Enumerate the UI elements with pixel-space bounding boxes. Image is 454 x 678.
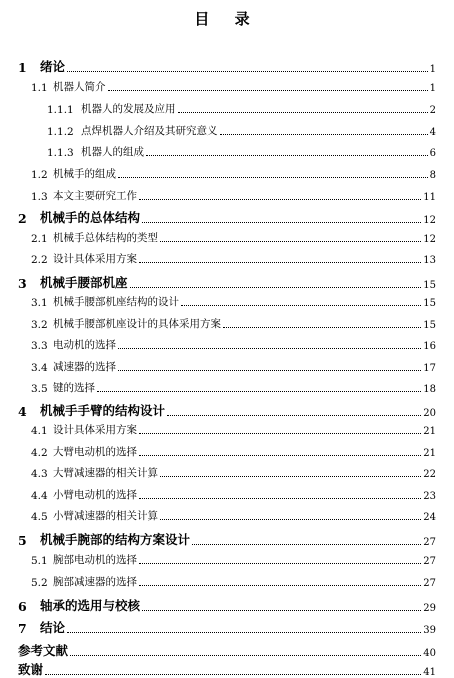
toc-entry[interactable] [47,123,436,138]
toc-entry[interactable] [31,422,436,437]
dot-leader [139,433,421,434]
toc-entry-number: 3.3 [31,340,48,352]
dot-leader [139,498,421,499]
toc-entry[interactable] [31,166,436,181]
toc-entry-page-number: 15 [423,298,436,309]
toc-entry-number: 3.5 [31,383,48,395]
toc-entry-number: 3.1 [31,297,48,309]
toc-entry[interactable] [47,144,436,159]
toc-entry-label: 机器人的组成 [81,146,144,158]
toc-entry-number: 4 [18,404,27,419]
dot-leader [118,177,428,178]
toc-entry-page-number: 27 [423,578,436,589]
toc-entry-page-number: 27 [423,537,436,548]
toc-entry-number: 3 [18,276,27,291]
toc-entry-page-number: 21 [423,426,436,437]
toc-entry-label: 设计具体采用方案 [53,253,137,265]
toc-entry[interactable] [18,401,436,419]
toc-entry-label: 机械手腰部机座结构的设计 [53,296,179,308]
toc-entry-page-number: 39 [423,625,436,636]
toc-entry-page-number: 15 [423,280,436,291]
toc-entry[interactable] [47,101,436,116]
page-title: 目 录 [194,10,260,28]
toc-entry-label: 大臂电动机的选择 [53,446,137,458]
toc-entry-label: 小臂减速器的相关计算 [53,510,158,522]
toc-entry-label: 本文主要研究工作 [53,190,137,202]
toc-entry-page-number: 16 [423,341,436,352]
dot-leader [160,519,421,520]
toc-entry[interactable] [31,508,436,523]
toc-entry-label: 机械手腰部机座 [40,275,128,290]
toc-entry-number: 1 [18,60,27,75]
toc-entry-number: 4.5 [31,511,48,523]
dot-leader [67,632,421,633]
toc-entry[interactable] [31,188,436,203]
toc-entry-label: 腕部电动机的选择 [53,554,137,566]
toc-entry-page-number: 20 [423,408,436,419]
toc-entry[interactable] [31,359,436,374]
toc-entry-page-number: 12 [423,215,436,226]
toc-entry[interactable] [18,530,436,548]
toc-entry-label: 机械手的组成 [53,168,116,180]
dot-leader [130,287,422,288]
toc-entry[interactable] [18,596,436,614]
toc-entry-label: 腕部减速器的选择 [53,576,137,588]
dot-leader [118,370,421,371]
toc-entry-label: 机器人的发展及应用 [81,103,176,115]
dot-leader [139,199,421,200]
toc-entry-number: 2.2 [31,254,48,266]
toc-entry-label: 机械手腰部机座设计的具体采用方案 [53,318,221,330]
toc-entry-label: 结论 [40,620,66,635]
toc-entry-number: 3.4 [31,362,48,374]
toc-entry-number: 1.1 [31,82,48,94]
toc-entry-label: 机械手手臂的结构设计 [40,403,166,418]
toc-entry-label: 机械手总体结构的类型 [53,232,158,244]
toc-entry-page-number: 29 [423,603,436,614]
toc-entry[interactable] [18,641,436,659]
toc-entry-number: 7 [18,621,27,636]
toc-entry-label: 机械手的总体结构 [40,210,141,225]
toc-entry[interactable] [31,230,436,245]
toc-entry-page-number: 4 [429,127,436,138]
dot-leader [70,655,421,656]
toc-entry-page-number: 24 [423,512,436,523]
dot-leader [178,112,428,113]
toc-entry-number: 1.2 [31,169,48,181]
toc-entry-label: 设计具体采用方案 [53,424,137,436]
toc-entry-label: 键的选择 [53,382,95,394]
toc-entry-number: 1.3 [31,191,48,203]
dot-leader [139,563,421,564]
toc-entry[interactable] [31,552,436,567]
dot-leader [142,222,421,223]
toc-entry-number: 3.2 [31,319,48,331]
toc-entry-number: 5 [18,533,27,548]
toc-entry-label: 参考文献 [18,643,69,658]
dot-leader [146,155,428,156]
toc-entry-page-number: 1 [429,83,436,94]
toc-entry-number: 5.2 [31,577,48,589]
toc-entry-page-number: 15 [423,320,436,331]
toc-entry-label: 减速器的选择 [53,361,116,373]
toc-entry-label: 致谢 [18,662,44,677]
dot-leader [142,610,421,611]
dot-leader [220,134,428,135]
toc-entry[interactable] [31,487,436,502]
toc-entry[interactable] [18,618,436,636]
dot-leader [181,305,421,306]
dot-leader [67,71,428,72]
toc-entry[interactable] [18,208,436,226]
dot-leader [167,415,421,416]
toc-entry[interactable] [31,337,436,352]
toc-entry-number: 5.1 [31,555,48,567]
toc-entry[interactable] [31,380,436,395]
toc-entry[interactable] [31,444,436,459]
toc-entry-page-number: 6 [429,148,436,159]
toc-entry[interactable] [31,79,436,94]
toc-entry-page-number: 22 [423,469,436,480]
toc-entry-number: 1.1.1 [47,104,74,116]
toc-entry-label: 机械手腕部的结构方案设计 [40,532,191,547]
toc-entry-label: 点焊机器人介绍及其研究意义 [81,125,218,137]
dot-leader [160,241,421,242]
toc-entry-page-number: 13 [423,255,436,266]
dot-leader [108,90,428,91]
dot-leader [118,348,421,349]
toc-entry-page-number: 1 [429,64,436,75]
toc-entry[interactable] [31,294,436,309]
toc-entry-page-number: 23 [423,491,436,502]
toc-entry-number: 4.3 [31,468,48,480]
dot-leader [139,455,421,456]
toc-entry-page-number: 41 [423,667,436,678]
dot-leader [192,544,421,545]
toc-entry[interactable] [18,660,436,678]
toc-entry[interactable] [31,251,436,266]
dot-leader [139,262,421,263]
toc-entry-label: 大臂减速器的相关计算 [53,467,158,479]
dot-leader [97,391,421,392]
toc-entry-label: 电动机的选择 [53,339,116,351]
toc-entry[interactable] [31,465,436,480]
dot-leader [223,327,421,328]
toc-entry-page-number: 2 [429,105,436,116]
toc-entry-number: 2 [18,211,27,226]
toc-entry-page-number: 27 [423,556,436,567]
toc-entry-number: 1.1.3 [47,147,74,159]
dot-leader [139,585,421,586]
toc-entry-label: 小臂电动机的选择 [53,489,137,501]
toc-entry-page-number: 8 [429,170,436,181]
toc-entry-number: 4.1 [31,425,48,437]
toc-entry-number: 2.1 [31,233,48,245]
toc-entry-label: 机器人简介 [53,81,106,93]
toc-entry[interactable] [31,574,436,589]
toc-entry[interactable] [18,57,436,75]
toc-entry-page-number: 12 [423,234,436,245]
toc-entry-number: 1.1.2 [47,126,74,138]
toc-entry-label: 绪论 [40,59,66,74]
toc-entry-number: 4.2 [31,447,48,459]
toc-entry-number: 4.4 [31,490,48,502]
toc-entry[interactable] [18,273,436,291]
toc-entry-page-number: 21 [423,448,436,459]
toc-entry-page-number: 11 [423,192,436,203]
toc-entry-label: 轴承的选用与校核 [40,598,141,613]
toc-entry-number: 6 [18,599,27,614]
toc-entry-page-number: 17 [423,363,436,374]
toc-entry-page-number: 18 [423,384,436,395]
toc-entry[interactable] [31,316,436,331]
dot-leader [160,476,421,477]
dot-leader [45,674,421,675]
toc-entry-page-number: 40 [423,648,436,659]
